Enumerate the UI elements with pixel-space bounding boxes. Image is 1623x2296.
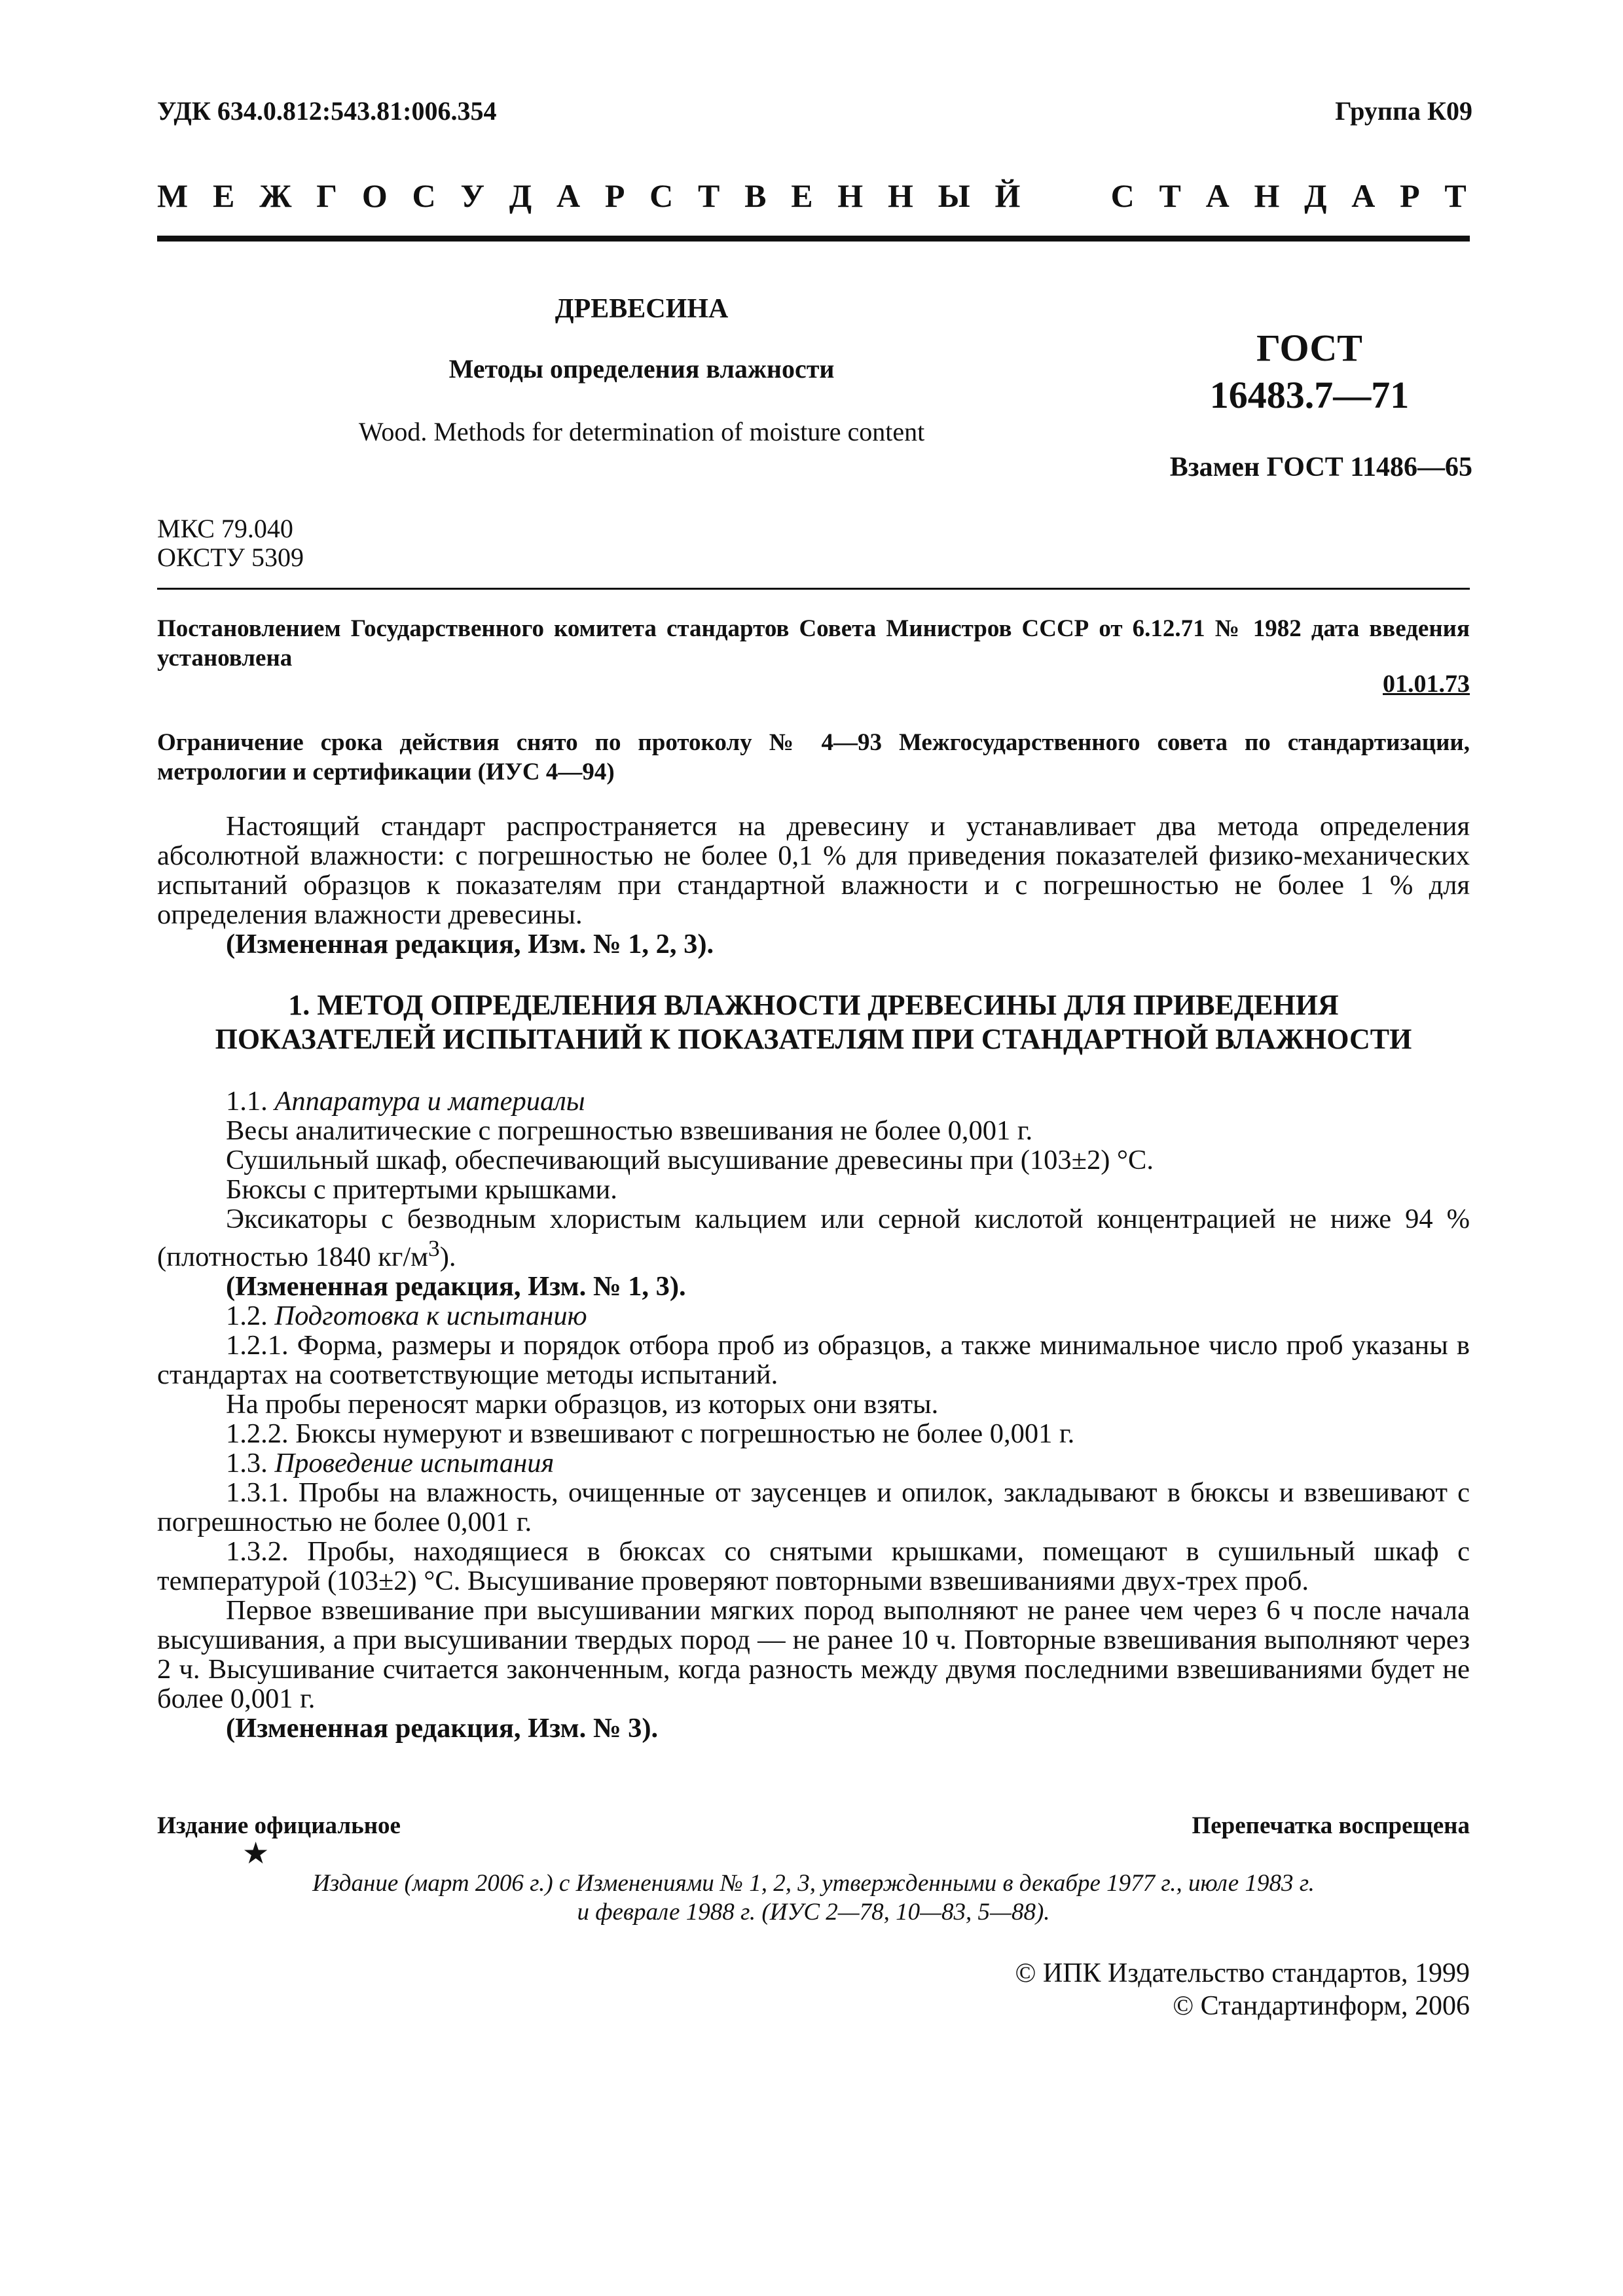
udk-code: УДК 634.0.812:543.81:006.354 xyxy=(157,96,497,126)
clause-1-3-2: 1.3.2. Пробы, находящиеся в бюксах со снятыми крышками, помещают в сушильный шкаф с температурой (103±2) °С. Высушивание проверяют повторными взвешиваниями двух-трех проб. xyxy=(157,1536,1470,1597)
banner-letter: Т xyxy=(1159,177,1181,214)
banner-letter: А xyxy=(1205,177,1230,214)
clause-title: Проведение испытания xyxy=(274,1448,555,1479)
equipment-oven: Сушильный шкаф, обеспечивающий высушивание древесины при (103±2) °С. xyxy=(226,1145,1154,1175)
amendment-note: (Измененная редакция, Изм. № 1, 3). xyxy=(226,1271,686,1302)
document-title: ДРЕВЕСИНА xyxy=(555,294,729,324)
banner-letter: В xyxy=(744,177,767,214)
equipment-scales: Весы аналитические с погрешностью взвешивания не более 0,001 г. xyxy=(226,1115,1033,1146)
section-heading xyxy=(157,988,1470,1056)
official-edition-label: Издание официальное xyxy=(157,1812,401,1839)
section-heading-line2: ПОКАЗАТЕЛЕЙ ИСПЫТАНИЙ К ПОКАЗАТЕЛЯМ ПРИ СТАНДАРТНОЙ ВЛАЖНОСТИ xyxy=(215,1023,1412,1055)
banner-letter: Ж xyxy=(259,177,292,214)
intro-section xyxy=(157,812,1470,959)
classification-codes xyxy=(157,514,304,572)
banner-letter: Н xyxy=(1254,177,1280,214)
gost-number xyxy=(1113,325,1506,419)
banner-letter: С xyxy=(1110,177,1135,214)
reprint-prohibited-label: Перепечатка воспрещена xyxy=(1192,1812,1470,1839)
gost-code: 16483.7—71 xyxy=(1209,374,1410,416)
banner-letter: Е xyxy=(791,177,813,214)
star-icon: ★ xyxy=(242,1837,270,1870)
clause-1-2-2: 1.2.2. Бюксы нумеруют и взвешивают с погрешностью не более 0,001 г. xyxy=(226,1418,1075,1450)
equipment-cups: Бюксы с притертыми крышками. xyxy=(226,1174,617,1205)
banner-letter xyxy=(1078,177,1086,215)
equipment-desiccators xyxy=(157,1204,1470,1272)
section-body xyxy=(157,1086,1470,1743)
gost-label: ГОСТ xyxy=(1256,327,1362,369)
banner-letter: О xyxy=(361,177,388,214)
banner-letter: Т xyxy=(1444,177,1467,214)
banner-letter: Т xyxy=(697,177,720,214)
banner-letter: Е xyxy=(212,177,235,214)
clause-number: 1.3. xyxy=(226,1448,268,1479)
clause-1-1 xyxy=(157,1086,1470,1116)
edition-line1: Издание (март 2006 г.) с Изменениями № 1, 2, 3, утвержденными в декабре 1977 г., июле 1983 г. xyxy=(312,1870,1315,1897)
okstu-code: ОКСТУ 5309 xyxy=(157,543,304,572)
mks-code: МКС 79.040 xyxy=(157,514,293,543)
limitation-note: Ограничение срока действия снято по протоколу № 4—93 Межгосударственного совета по стандартизации, метрологии и сертификации (ИУС 4—94) xyxy=(157,729,1470,785)
banner-letter: С xyxy=(649,177,674,214)
top-rule xyxy=(157,236,1470,242)
edition-line2: и феврале 1988 г. (ИУС 2—78, 10—83, 5—88). xyxy=(577,1899,1050,1926)
banner-letter: Й xyxy=(994,177,1021,214)
banner-letter: А xyxy=(556,177,581,214)
clause-1-3 xyxy=(157,1448,1470,1478)
decree-text: Постановлением Государственного комитета стандартов Совета Министров СССР от 6.12.71 № 1982 дата введения установлена xyxy=(157,615,1470,672)
banner-letter: Д xyxy=(1304,177,1327,214)
clause-title: Подготовка к испытанию xyxy=(274,1300,587,1332)
clause-1-3-1: 1.3.1. Пробы на влажность, очищенные от заусенцев и опилок, закладывают в бюксы и взвешивают с погрешностью не более 0,001 г. xyxy=(157,1477,1470,1538)
clause-title: Аппаратура и материалы xyxy=(274,1086,585,1117)
banner-letter: Р xyxy=(1400,177,1420,214)
clause-1-2-1: 1.2.1. Форма, размеры и порядок отбора проб из образцов, а также минимальное число проб указаны в стандартах на соответствующие методы испытаний. xyxy=(157,1330,1470,1391)
clause-number: 1.2. xyxy=(226,1300,268,1332)
copyright-line2: © Стандартинформ, 2006 xyxy=(1173,1991,1470,2021)
banner-letter: Н xyxy=(887,177,913,214)
copyright-line1: © ИПК Издательство стандартов, 1999 xyxy=(1015,1958,1470,1988)
amendment-note: (Измененная редакция, Изм. № 1, 2, 3). xyxy=(226,929,714,960)
banner-letter: М xyxy=(157,177,189,214)
weighing-paragraph: Первое взвешивание при высушивании мягких пород выполняют не ранее чем через 6 ч после начала высушивания, а при высушивании твердых пород — не ранее 10 ч. Повторные взвешивания выполняют через 2 ч. Высушивание считается законченным, когда разность между двумя последними взвешиваниями будет не более 0,001 г. xyxy=(157,1595,1470,1715)
middle-rule xyxy=(157,588,1470,590)
banner-letter: Р xyxy=(604,177,625,214)
banner-letter: Г xyxy=(316,177,338,214)
desiccators-end: ). xyxy=(439,1242,456,1273)
interstate-standard-banner xyxy=(157,177,1467,215)
desiccators-text: Эксикаторы с безводным хлористым кальцием или серной кислотой концентрацией не ниже 94 % (плотностью 1840 кг/м xyxy=(157,1204,1470,1273)
replaces-note: Взамен ГОСТ 11486—65 xyxy=(1169,452,1472,482)
banner-letter xyxy=(1045,177,1053,215)
superscript: 3 xyxy=(428,1235,440,1261)
banner-letter: У xyxy=(460,177,485,214)
banner-letter: Н xyxy=(837,177,864,214)
group-code: Группа К09 xyxy=(1335,96,1472,126)
introduction-date: 01.01.73 xyxy=(1383,670,1470,698)
english-title: Wood. Methods for determination of moisture content xyxy=(358,417,925,446)
section-heading-line1: 1. МЕТОД ОПРЕДЕЛЕНИЯ ВЛАЖНОСТИ ДРЕВЕСИНЫ ДЛЯ ПРИВЕДЕНИЯ xyxy=(288,989,1339,1021)
clause-number: 1.1. xyxy=(226,1086,268,1117)
amendment-note: (Измененная редакция, Изм. № 3). xyxy=(226,1713,659,1744)
banner-letter: А xyxy=(1351,177,1376,214)
banner-letter: С xyxy=(412,177,436,214)
document-subtitle: Методы определения влажности xyxy=(448,354,835,384)
edition-note xyxy=(157,1869,1470,1927)
banner-letters xyxy=(157,177,1467,215)
intro-paragraph: Настоящий стандарт распространяется на древесину и устанавливает два метода определения абсолютной влажности: с погрешностью не более 0,1 % для приведения показателей физико-механических испытаний образцов к показателям при стандартной влажности и с погрешностью не более 1 % для определения влажности древесины. xyxy=(157,811,1470,930)
banner-letter: Д xyxy=(509,177,532,214)
marks-note: На пробы переносят марки образцов, из которых они взяты. xyxy=(226,1389,939,1420)
clause-1-2 xyxy=(157,1301,1470,1331)
banner-letter: Ы xyxy=(938,177,970,214)
copyright-block xyxy=(1015,1957,1470,2022)
